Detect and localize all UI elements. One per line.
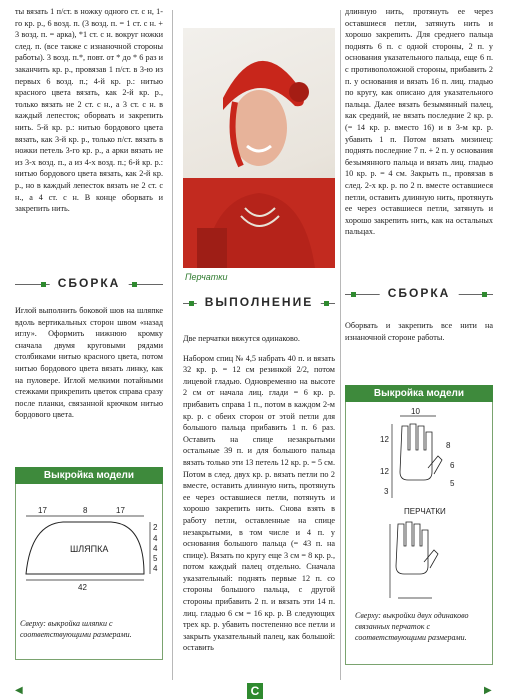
glove-dim-left3: 3 <box>384 487 389 496</box>
section-header-sborka <box>15 276 163 294</box>
page-badge: С <box>247 683 263 699</box>
section-header-vypolnenie <box>183 295 335 313</box>
sborka-block <box>15 305 163 421</box>
gloves-caption: Сверху: выкройки двух одинаково связанных перчаток с соответствующими размерами. <box>355 611 469 642</box>
glove-top <box>380 407 455 498</box>
section-header-sborka <box>345 286 493 304</box>
hat-dim-h4: 5 <box>153 554 158 563</box>
pattern-title-bar: Выкройка модели <box>345 385 493 402</box>
sborka-text: Иглой выполнить боковой шов на шляпке вдоль вертикальных сторон швом «назад иглу». Оформить нижнюю кромку сначала двумя круговыми рядами столбиками нитью красного цвета, потом нитью бордового цвета вязать линку, как на пуловере. Иглой мелкими потайными стежками прикрепить цветок справа сразу после планки, связанной крючком нитью бордового цвета. <box>15 306 163 420</box>
column-middle <box>183 333 335 654</box>
left-arrow-icon: ◀ <box>15 685 23 696</box>
hat-dim-h2: 4 <box>153 534 158 543</box>
instructions-text: Набором спиц № 4,5 набрать 40 п. и вязать 32 кр. р. = 12 см резинкой 2/2, потом лицевой гладью. Одновременно на высоте 2 см от начала лиц. глади = 6 кр. р. прибавить справа 1 п., потом в каждом 2-м кр. р. с обеих сторон от этой петли для большого пальца прибавить 1 п. 6 раз. Оставить на спице незакрытыми остальные 39 п. и для большого пальца вязать только эти 13 петель 12 кр. р. = 5 см. Потом в след. двух кр. р. вязать петли по 2 вместе, оставить длинную нить, протянуть ее через оставшиеся петли, потянуть и хорошо закрепить нить. Снова взять в работу петли, оставленные на спице незакрытыми, в том числе и 4 п. у основания большого пальца (= 43 п. на спице). Вязать по кругу еще 3 см = 8 кр. р., потом каждый палец отдельно. Сначала указательный: поднять первые 12 п. со стороны большого пальца, с другой стороны прибавить 2 п. и вязать эти 14 п. лиц. гладью 6 см = 16 кр. р. В следующих трех кр. р. убавить постепенно все петли и закрыть указательный палец, как большой: оставить <box>183 353 335 653</box>
glove-dim-right3: 5 <box>450 479 455 488</box>
hat-dim-width: 42 <box>78 583 87 592</box>
intro-text: Две перчатки вяжутся одинаково. <box>183 334 300 343</box>
green-dot-icon <box>189 301 194 306</box>
column-left <box>15 6 163 215</box>
hat-label: ШЛЯПКА <box>70 544 109 554</box>
instructions-text: ты вязать 1 п/ст. в ножку одного ст. с н, 1-го кр. р., 6 возд. п. (3 возд. п. = 1 ст. с н. + 3 возд. п. = арка), *1 ст. с н. вокруг ножки след. п. (все также с изнаночной стороны работы). 3 возд. п.*, повт. от * до * 6 раз и заканчить кр. р., провязав 1 п/ст. в 3-ю из первых 6 возд. п.; 4-й кр. р.: нитью красного цвета вязать, как 2-й кр. р., только вязать не 2 ст. с н., а 3 ст. с н. в каждый лепесток; оборвать и закрепить нить. 5-й кр. р.: нитью бордового цвета вязать, как 3-й кр. р., только п/ст. вязать в ножки петель 3-го кр. р., а арки вязать не из 3-х возд. п., а из 4-х возд. п.; 6-й кр. р.: нитью бордового цвета вязать, как 2-й кр. р., но в каждый лепесток вязать не 2 ст. с н., а 4 ст. с н. В конце оборвать и закрепить нить. <box>15 7 163 214</box>
column-right <box>345 6 493 238</box>
section-title: СБОРКА <box>50 276 129 290</box>
glove-dim-right1: 8 <box>446 441 451 450</box>
hat-pattern-diagram <box>16 484 162 604</box>
hat-dim-h5: 4 <box>153 564 158 573</box>
section-title: СБОРКА <box>380 286 459 300</box>
glove-dim-left1: 12 <box>380 435 389 444</box>
section-title: ВЫПОЛНЕНИЕ <box>197 295 321 309</box>
instructions-text: длинную нить, протянуть ее через оставшиеся петли, затянуть нить и хорошо закрепить. Для среднего пальца поднять 6 п. с одной стороны, 2 п. у основания указательного пальца, еще 6 п. с противоположной стороны, прибавить 2 п. у основания и вязать 16 п. лиц. гладью по кругу, как описано для указательного пальца. Далее вязать безымянный палец, как средний, не вязать последние 2 кр. р. (= 14 кр. р. вместо 16) и в 3-м кр. р. убавить 1 п. Потом вязать мизинец: поднять последние 7 п. + 2 п. у основания безымянного пальца и вязать лиц. гладью 10 кр. р. = 4 см. Закрыть п., провязав в след. 2-х кр. р. по 2 п. вместе оставшиеся петли, оставить длинную нить, протянуть ее через оставшиеся петли, затянуть и хорошо закрепить нить, как на остальных пальцах. <box>345 7 493 237</box>
glove-dim-top: 10 <box>411 407 420 416</box>
hat-dim-a: 17 <box>38 506 47 515</box>
column-divider <box>172 10 173 680</box>
hat-dim-b: 8 <box>83 506 88 515</box>
gloves-label: ПЕРЧАТКИ <box>404 507 446 516</box>
hat-dim-h1: 2 <box>153 523 158 532</box>
green-dot-icon <box>41 282 46 287</box>
glove-dim-right2: 6 <box>450 461 455 470</box>
green-dot-icon <box>351 292 356 297</box>
hat-caption: Сверху: выкройка шляпки с соответствующими размерами. <box>20 619 132 639</box>
column-divider <box>340 10 341 680</box>
photo-caption: Перчатки <box>185 272 228 282</box>
sborka-text: Оборвать и закрепить все нити на изнаночной стороне работы. <box>345 321 493 342</box>
woman-photo-image <box>183 28 335 268</box>
sborka-block <box>345 320 493 343</box>
glove-bottom <box>390 522 438 598</box>
glove-dim-left2: 12 <box>380 467 389 476</box>
hat-dim-c: 17 <box>116 506 125 515</box>
green-dot-icon <box>324 301 329 306</box>
gloves-pattern-diagram <box>346 402 492 602</box>
green-dot-icon <box>482 292 487 297</box>
green-dot-icon <box>132 282 137 287</box>
hat-dim-h3: 4 <box>153 544 158 553</box>
model-photo <box>183 28 335 268</box>
right-arrow-icon: ▶ <box>484 685 492 696</box>
pattern-title-bar: Выкройка модели <box>15 467 163 484</box>
